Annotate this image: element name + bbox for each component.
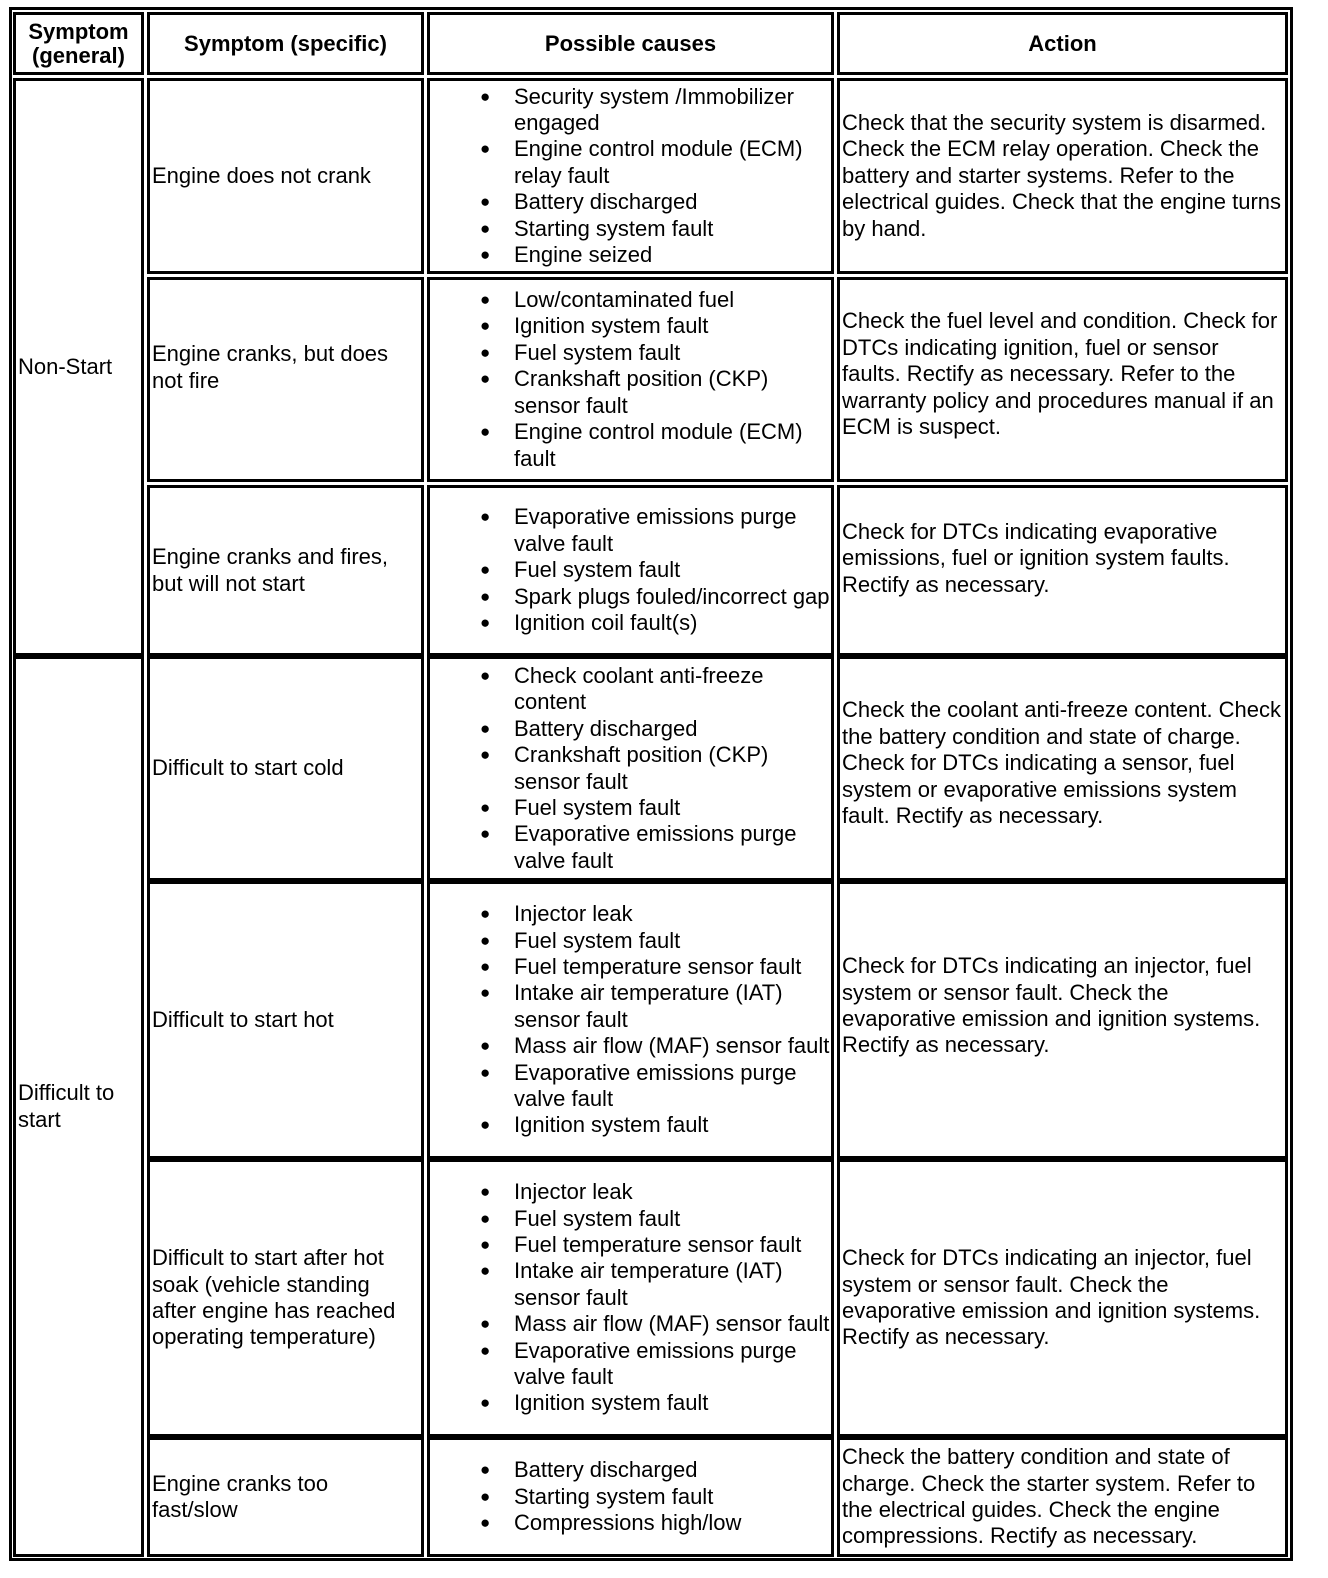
action-cell: [837, 656, 1288, 881]
cause-item: ● Engine control module (ECM) relay fault: [430, 136, 831, 189]
cause-item: ● Fuel system fault: [430, 340, 831, 366]
cause-item: ● Starting system fault: [430, 216, 831, 242]
causes-cell: [427, 78, 834, 274]
action-text: Check the battery condition and state of charge. Check the starter system. Refer to the electrical guides. Check the engine compressions. Rectify as necessary.: [842, 1444, 1256, 1549]
cause-item: ● Injector leak: [430, 901, 831, 927]
action-text: Check for DTCs indicating evaporative emissions, fuel or ignition system faults. Rectify as necessary.: [842, 518, 1230, 597]
specific-cell: [147, 881, 424, 1159]
cause-item: ● Crankshaft position (CKP) sensor fault: [430, 742, 831, 795]
header-symptom-specific: [147, 12, 424, 75]
action-cell: [837, 1159, 1288, 1437]
header-symptom-general: [13, 12, 144, 75]
causes-cell: [427, 485, 834, 656]
header-symptom-specific-label: Symptom (specific): [184, 30, 387, 56]
action-text: Check that the security system is disarmed. Check the ECM relay operation. Check the battery and starter systems. Refer to the electrical guides. Check that the engine turns by hand.: [842, 109, 1282, 241]
group-cell-non-start: [13, 78, 144, 656]
cause-item: ● Spark plugs fouled/incorrect gap: [430, 584, 831, 610]
header-possible-causes-label: Possible causes: [544, 30, 717, 56]
specific-text: Engine does not crank: [152, 162, 371, 188]
cause-item: ● Engine control module (ECM) fault: [430, 419, 831, 472]
group-label: Difficult to start: [18, 1080, 115, 1132]
specific-cell: [147, 485, 424, 656]
causes-list: [430, 901, 831, 1139]
action-cell: [837, 881, 1288, 1159]
cause-item: ● Ignition system fault: [430, 313, 831, 339]
cause-item: ● Fuel system fault: [430, 795, 831, 821]
cause-item: ● Ignition coil fault(s): [430, 610, 831, 636]
cause-item: ● Mass air flow (MAF) sensor fault: [430, 1033, 831, 1059]
cause-item: ● Fuel temperature sensor fault: [430, 1232, 831, 1258]
specific-text: Engine cranks and fires, but will not start: [152, 544, 389, 596]
group-cell-difficult-to-start: [13, 656, 144, 1557]
specific-text: Engine cranks too fast/slow: [152, 1470, 329, 1522]
cause-item: ● Compressions high/low: [430, 1510, 831, 1536]
cause-item: ● Ignition system fault: [430, 1112, 831, 1138]
cause-item: ● Evaporative emissions purge valve fault: [430, 1338, 831, 1391]
cause-item: ● Crankshaft position (CKP) sensor fault: [430, 366, 831, 419]
action-cell: [837, 78, 1288, 274]
causes-cell: [427, 1159, 834, 1437]
cause-item: ● Starting system fault: [430, 1484, 831, 1510]
action-cell: [837, 1437, 1288, 1557]
cause-item: ● Check coolant anti-freeze content: [430, 663, 831, 716]
causes-list: [430, 287, 831, 472]
causes-list: [430, 663, 831, 874]
header-action-label: Action: [1028, 30, 1097, 56]
causes-cell: [427, 656, 834, 881]
cause-item: ● Engine seized: [430, 242, 831, 268]
action-cell: [837, 277, 1288, 482]
specific-cell: [147, 656, 424, 881]
causes-cell: [427, 1437, 834, 1557]
cause-item: ● Mass air flow (MAF) sensor fault: [430, 1311, 831, 1337]
cause-item: ● Security system /Immobilizer engaged: [430, 84, 831, 137]
cause-item: ● Injector leak: [430, 1179, 831, 1205]
cause-item: ● Intake air temperature (IAT) sensor fault: [430, 980, 831, 1033]
cause-item: ● Evaporative emissions purge valve fault: [430, 1060, 831, 1113]
specific-text: Difficult to start cold: [152, 755, 344, 781]
cause-item: ● Fuel system fault: [430, 928, 831, 954]
cause-item: ● Low/contaminated fuel: [430, 287, 831, 313]
specific-text: Difficult to start hot: [152, 1006, 334, 1032]
specific-cell: [147, 277, 424, 482]
causes-cell: [427, 881, 834, 1159]
action-cell: [837, 485, 1288, 656]
specific-text: Difficult to start after hot soak (vehicle standing after engine has reached operating temperature): [152, 1245, 396, 1350]
cause-item: ● Ignition system fault: [430, 1390, 831, 1416]
causes-list: [430, 84, 831, 269]
cause-item: ● Intake air temperature (IAT) sensor fault: [430, 1258, 831, 1311]
cause-item: ● Evaporative emissions purge valve fault: [430, 821, 831, 874]
group-label: Non-Start: [18, 353, 113, 379]
cause-item: ● Battery discharged: [430, 189, 831, 215]
cause-item: ● Battery discharged: [430, 1457, 831, 1483]
causes-list: [430, 1457, 831, 1536]
cause-item: ● Fuel system fault: [430, 1206, 831, 1232]
header-action: [837, 12, 1288, 75]
causes-list: [430, 504, 831, 636]
cause-item: ● Fuel system fault: [430, 557, 831, 583]
action-text: Check for DTCs indicating an injector, fuel system or sensor fault. Check the evaporative emission and ignition systems. Rectify as necessary.: [842, 953, 1261, 1058]
header-possible-causes: [427, 12, 834, 75]
header-symptom-general-label: Symptom (general): [28, 18, 129, 68]
specific-text: Engine cranks, but does not fire: [152, 341, 389, 393]
cause-item: ● Evaporative emissions purge valve fault: [430, 504, 831, 557]
cause-item: ● Battery discharged: [430, 716, 831, 742]
specific-cell: [147, 1159, 424, 1437]
action-text: Check the coolant anti-freeze content. Check the battery condition and state of charge. Check for DTCs indicating a sensor, fuel system or evaporative emissions system fault. Rectify as necessary.: [842, 697, 1282, 829]
specific-cell: [147, 1437, 424, 1557]
action-text: Check for DTCs indicating an injector, fuel system or sensor fault. Check the evaporative emission and ignition systems. Rectify as necessary.: [842, 1245, 1261, 1350]
cause-item: ● Fuel temperature sensor fault: [430, 954, 831, 980]
causes-list: [430, 1179, 831, 1417]
specific-cell: [147, 78, 424, 274]
action-text: Check the fuel level and condition. Check for DTCs indicating ignition, fuel or sensor faults. Rectify as necessary. Refer to the warranty policy and procedures manual if an ECM is suspect.: [842, 308, 1278, 440]
causes-cell: [427, 277, 834, 482]
